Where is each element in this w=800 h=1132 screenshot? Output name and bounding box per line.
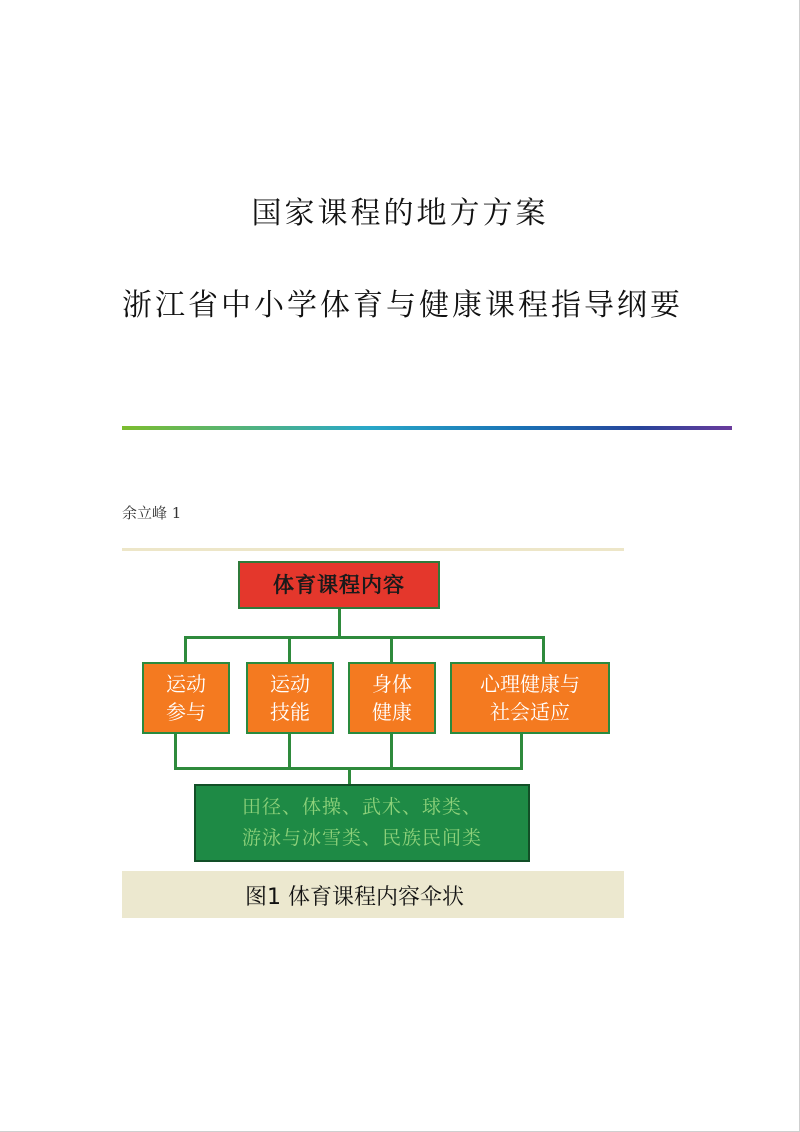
diagram-root-box: 体育课程内容 [238, 561, 440, 609]
category-box-physical-health [348, 662, 436, 734]
connector-rise-4 [520, 734, 523, 768]
figure-caption: 图1 体育课程内容伞状 [245, 885, 464, 910]
sports-content-line1: 田径、体操、武术、球类、 [241, 796, 482, 818]
category-box-participation [142, 662, 230, 734]
curriculum-diagram [122, 548, 624, 918]
sports-content-box [194, 784, 530, 862]
category-box-mental-social [450, 662, 610, 734]
category-box-line1: 运动 [166, 672, 206, 696]
category-box-line2: 健康 [372, 700, 412, 724]
document-subtitle: 浙江省中小学体育与健康课程指导纲要 [122, 288, 683, 323]
author-name: 余立峰 1 [122, 504, 182, 522]
category-box-line2: 社会适应 [490, 700, 570, 724]
connector-rise-3 [390, 734, 393, 768]
connector-rise-2 [288, 734, 291, 768]
connector-bottom-stem [348, 767, 351, 784]
figure-caption-bar [122, 871, 624, 918]
category-box-line2: 技能 [270, 700, 310, 724]
connector-top-bus [184, 636, 544, 639]
sports-content-line2: 游泳与冰雪类、民族民间类 [241, 827, 482, 849]
document-title: 国家课程的地方方案 [251, 196, 549, 231]
category-box-line1: 身体 [372, 672, 412, 696]
connector-drop-4 [542, 636, 545, 662]
connector-rise-1 [174, 734, 177, 768]
connector-drop-2 [288, 636, 291, 662]
category-box-line1: 运动 [270, 672, 310, 696]
connector-top-stem [338, 609, 341, 637]
gradient-divider [122, 426, 732, 430]
connector-drop-1 [184, 636, 187, 662]
connector-drop-3 [390, 636, 393, 662]
category-box-line1: 心理健康与 [480, 672, 580, 696]
category-box-line2: 参与 [166, 700, 206, 724]
figure-top-border [122, 548, 624, 551]
category-box-skills [246, 662, 334, 734]
